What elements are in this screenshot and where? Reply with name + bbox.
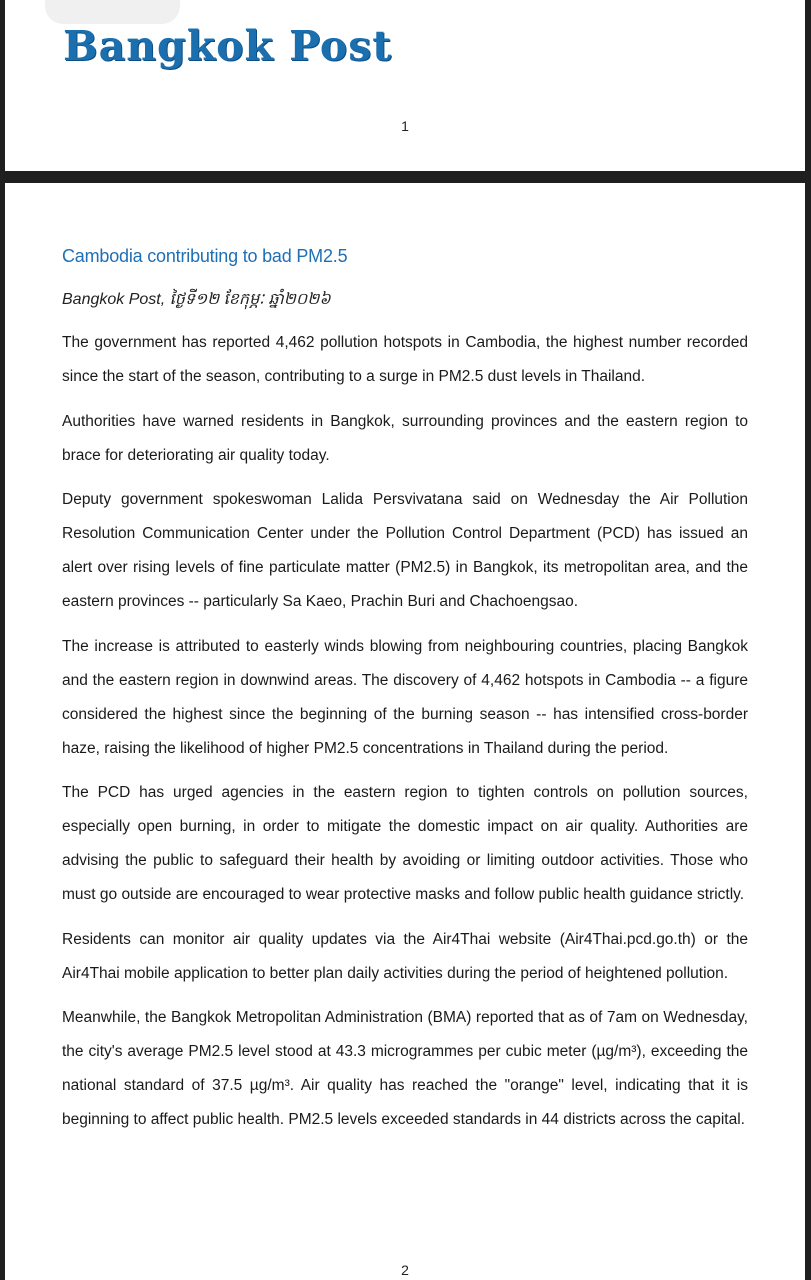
- toolbar-pill: [45, 0, 180, 24]
- newspaper-logo: Bangkok Post: [63, 22, 393, 70]
- article-title: Cambodia contributing to bad PM2.5: [62, 246, 348, 266]
- article-paragraph: Authorities have warned residents in Bangkok, surrounding provinces and the eastern region to brace for deteriorating air quality today.: [62, 412, 748, 464]
- article-paragraph: Residents can monitor air quality updates via the Air4Thai website (Air4Thai.pcd.go.th) or the Air4Thai mobile application to better plan daily activities during the period of heightened pollution.: [62, 930, 748, 982]
- page-number-2: 2: [401, 1262, 409, 1278]
- article-paragraph: Meanwhile, the Bangkok Metropolitan Administration (BMA) reported that as of 7am on Wednesday, the city's average PM2.5 level stood at 43.3 microgrammes per cubic meter (µg/m³), exceeding the national standard of 37.5 µg/m³. Air quality has reached the "orange" level, indicating that it is beginning to affect public health. PM2.5 levels exceeded standards in 44 districts across the capital.: [62, 1009, 748, 1128]
- page-divider: [0, 171, 811, 183]
- article-body: [62, 326, 748, 1148]
- document-page-1: [5, 0, 805, 171]
- page-number-1: 1: [401, 118, 409, 134]
- article-paragraph: Deputy government spokeswoman Lalida Persvivatana said on Wednesday the Air Pollution Resolution Communication Center under the Pollution Control Department (PCD) has issued an alert over rising levels of fine particulate matter (PM2.5) in Bangkok, its metropolitan area, and the eastern provinces -- particularly Sa Kaeo, Prachin Buri and Chachoengsao.: [62, 491, 748, 610]
- article-byline: Bangkok Post, ថ្ងៃទី១២ ខែកុម្ភៈ ឆ្នាំ២០២៦: [62, 291, 331, 308]
- article-paragraph: The government has reported 4,462 pollution hotspots in Cambodia, the highest number recorded since the start of the season, contributing to a surge in PM2.5 dust levels in Thailand.: [62, 334, 748, 385]
- article-paragraph: The PCD has urged agencies in the eastern region to tighten controls on pollution sources, especially open burning, in order to mitigate the domestic impact on air quality. Authorities are advising the public to safeguard their health by avoiding or limiting outdoor activities. Those who must go outside are encouraged to wear protective masks and follow public health guidance strictly.: [62, 784, 748, 903]
- document-page-2: [5, 183, 805, 1280]
- article-paragraph: The increase is attributed to easterly winds blowing from neighbouring countries, placing Bangkok and the eastern region in downwind areas. The discovery of 4,462 hotspots in Cambodia -- a figure considered the highest since the beginning of the burning season -- has intensified cross-border haze, raising the likelihood of higher PM2.5 concentrations in Thailand during the period.: [62, 637, 748, 757]
